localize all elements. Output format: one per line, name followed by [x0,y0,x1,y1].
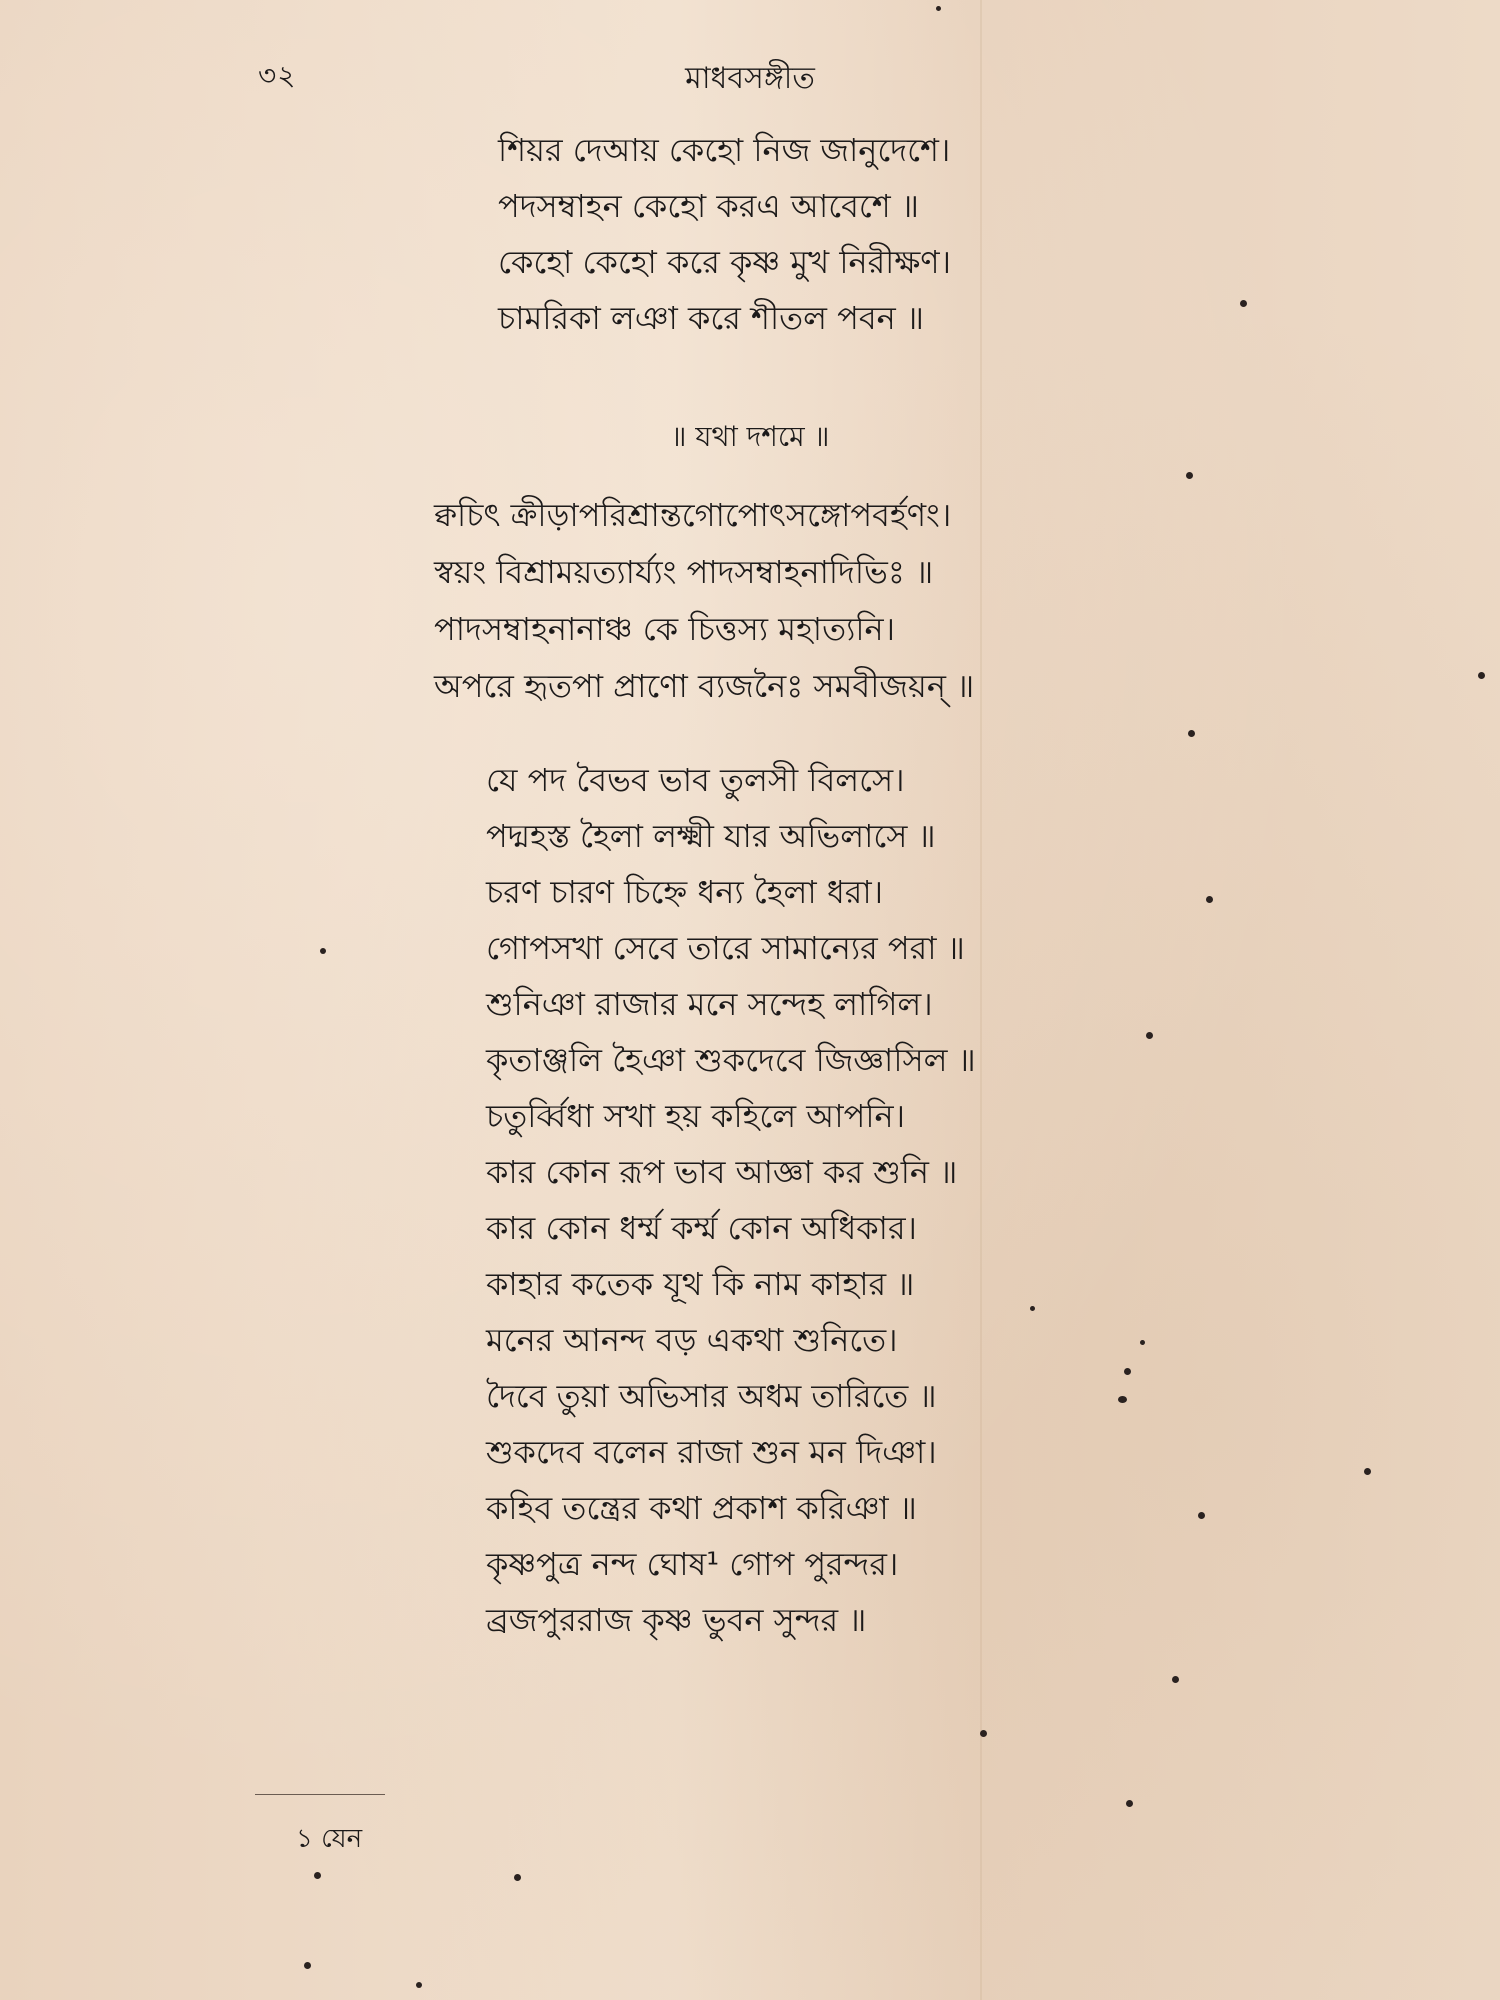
verse-line: ব্রজপুররাজ কৃষ্ণ ভুবন সুন্দর ॥ [486,1601,867,1639]
ink-speck [1478,672,1485,679]
verse-line: কৃতাঞ্জলি হৈঞা শুকদেবে জিজ্ঞাসিল ॥ [486,1041,976,1079]
verse-line: কৃষ্ণপুত্র নন্দ ঘোষ¹ গোপ পুরন্দর। [486,1545,899,1583]
sanskrit-quote [434,487,974,715]
ink-speck [1172,1676,1179,1683]
ink-speck [320,948,326,954]
verse-line: শুকদেব বলেন রাজা শুন মন দিঞা। [486,1433,937,1471]
ink-speck [514,1874,521,1881]
verse-line: গোপসখা সেবে তারে সামান্যের পরা ॥ [486,929,965,967]
ink-speck [304,1962,311,1969]
ink-speck [1126,1800,1133,1807]
ink-speck [1124,1368,1131,1375]
verse-line: পাদসম্বাহনানাঞ্চ কে চিত্তস্য মহাত্যনি। [434,610,896,648]
verse-line: কেহো কেহো করে কৃষ্ণ মুখ নিরীক্ষণ। [498,243,952,281]
verse-line: শিয়র দেআয় কেহো নিজ জানুদেশে। [498,131,951,169]
ink-speck [1186,472,1193,479]
page-number: ৩২ [258,59,297,92]
verse-line: ক্বচিৎ ক্রীড়াপরিশ্রান্তগোপোৎসঙ্গোপবর্হণং। [434,496,952,534]
running-title: মাধবসঙ্গীত [685,61,815,96]
ink-speck [1206,896,1213,903]
verse-line: কহিব তন্ত্রের কথা প্রকাশ করিঞা ॥ [486,1489,917,1527]
verse-line: কাহার কতেক যূথ কি নাম কাহার ॥ [486,1265,915,1303]
ink-speck [1146,1032,1153,1039]
ink-speck [1364,1468,1371,1475]
verse-line: দৈবে তুয়া অভিসার অধম তারিতে ॥ [486,1377,937,1415]
verse-stanza-3 [486,752,976,1648]
verse-line: কার কোন রূপ ভাব আজ্ঞা কর শুনি ॥ [486,1153,958,1191]
verse-line: পদ্মহস্ত হৈলা লক্ষ্মী যার অভিলাসে ॥ [486,817,936,855]
ink-speck [314,1872,321,1879]
verse-line: চরণ চারণ চিহ্নে ধন্য হৈলা ধরা। [486,873,884,911]
ink-speck [1118,1396,1127,1403]
verse-line: অপরে হৃতপা প্রাণো ব্যজনৈঃ সমবীজয়ন্ ॥ [434,667,975,705]
ink-speck [1188,730,1195,737]
footnote-rule [255,1794,385,1795]
verse-line: পদসম্বাহন কেহো করএ আবেশে ॥ [498,187,919,225]
ink-speck [1140,1340,1145,1345]
verse-line: মনের আনন্দ বড় একথা শুনিতে। [486,1321,898,1359]
verse-line: চামরিকা লঞা করে শীতল পবন ॥ [498,299,925,337]
section-heading: ॥ যথা দশমে ॥ [670,420,830,453]
ink-speck [416,1982,422,1988]
verse-line: যে পদ বৈভব ভাব তুলসী বিলসে। [486,761,905,799]
footnote: ১ যেন [296,1824,363,1854]
ink-speck [1198,1512,1205,1519]
page-crease [980,0,982,2000]
verse-line: কার কোন ধর্ম্ম কর্ম্ম কোন অধিকার। [486,1209,917,1247]
ink-speck [1240,300,1247,307]
ink-speck [980,1730,987,1737]
verse-line: শুনিঞা রাজার মনে সন্দেহ লাগিল। [486,985,933,1023]
ink-speck [1030,1306,1035,1311]
verse-stanza-1 [498,122,951,346]
verse-line: চতুর্ব্বিধা সখা হয় কহিলে আপনি। [486,1097,906,1135]
verse-line: স্বয়ং বিশ্রাময়ত্যার্য্যং পাদসম্বাহনাদিভিঃ ॥ [434,553,934,591]
ink-speck [936,6,941,11]
